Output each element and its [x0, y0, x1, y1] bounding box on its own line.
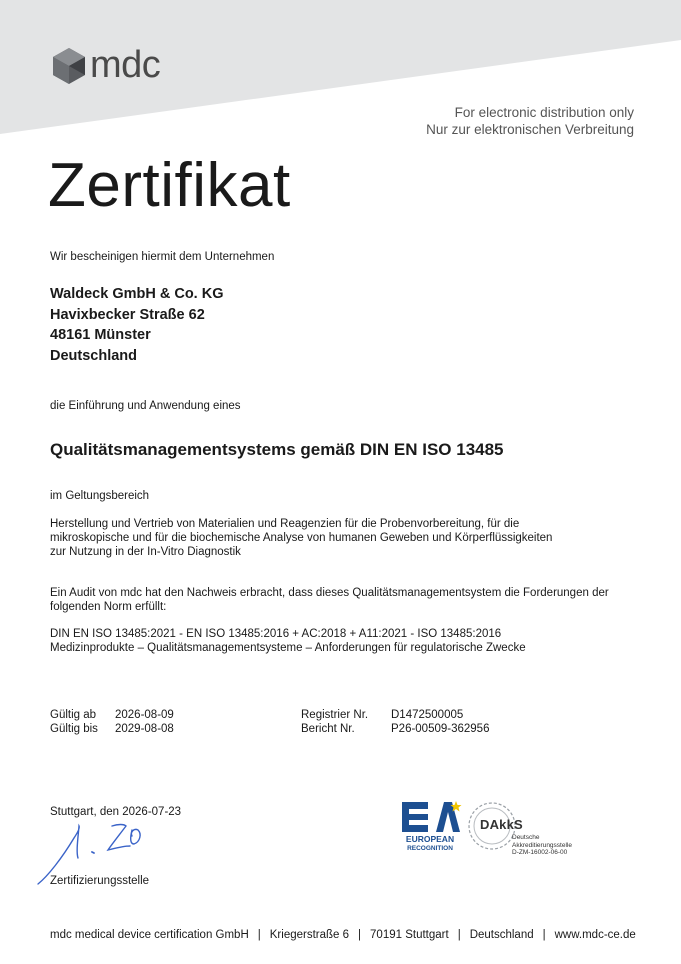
company-name: Waldeck GmbH & Co. KG	[50, 286, 224, 302]
footer-separator: |	[542, 929, 546, 941]
ea-logo-icon	[400, 800, 462, 834]
scope-text	[50, 517, 552, 559]
audit-line: folgenden Norm erfüllt:	[50, 601, 167, 613]
scope-label: im Geltungsbereich	[50, 490, 150, 502]
report-value: P26-00509-362956	[391, 723, 490, 735]
norm-text	[50, 627, 526, 655]
footer-company: mdc medical device certification GmbH	[50, 929, 249, 941]
footer-separator: |	[257, 929, 261, 941]
footer-street: Kriegerstraße 6	[269, 929, 350, 941]
introduction-text: die Einführung und Anwendung eines	[50, 400, 241, 412]
company-city: 48161 Münster	[50, 327, 151, 343]
ea-caption	[398, 835, 462, 853]
footer	[50, 929, 636, 941]
valid-to-label: Gültig bis	[50, 723, 98, 735]
dakks-line2: Akkreditierungsstelle	[512, 841, 572, 849]
footer-country: Deutschland	[469, 929, 534, 941]
audit-line: Ein Audit von mdc hat den Nachweis erbracht, dass dieses Qualitätsmanagementsystem die Forderungen der	[50, 587, 609, 599]
footer-city: 70191 Stuttgart	[370, 929, 449, 941]
valid-from-value: 2026-08-09	[115, 709, 174, 721]
dakks-line1: Deutsche	[512, 834, 540, 841]
norm-line: DIN EN ISO 13485:2021 - EN ISO 13485:2016 + AC:2018 + A11:2021 - ISO 13485:2016	[50, 628, 502, 640]
distribution-note-de: Nur zur elektronischen Verbreitung	[426, 122, 634, 137]
intro-text: Wir bescheinigen hiermit dem Unternehmen	[50, 251, 275, 263]
dakks-name: DAkkS	[480, 817, 523, 832]
dakks-id: D-ZM-16002-06-00	[512, 849, 568, 856]
company-country: Deutschland	[50, 347, 138, 364]
scope-line: Herstellung und Vertrieb von Materialien und Reagenzien für die Probenvorbereitung, für die	[50, 518, 520, 530]
place-date: Stuttgart, den 2026-07-23	[50, 806, 182, 818]
footer-separator: |	[457, 929, 461, 941]
audit-text	[50, 586, 609, 614]
page-title: Zertifikat	[48, 151, 291, 220]
valid-to-value: 2029-08-08	[115, 723, 174, 735]
mdc-logo-icon	[50, 47, 88, 85]
company-address	[50, 284, 223, 366]
distribution-note-en: For electronic distribution only	[454, 105, 634, 120]
company-street: Havixbecker Straße 62	[50, 306, 205, 323]
scope-line: zur Nutzung in der In-Vitro Diagnostik	[50, 546, 241, 558]
ea-line2: RECOGNITION	[407, 845, 453, 852]
ea-line1: EUROPEAN	[405, 834, 455, 844]
logo-text: mdc	[90, 44, 161, 86]
norm-line: Medizinprodukte – Qualitätsmanagementsysteme – Anforderungen für regulatorische Zwecke	[50, 642, 526, 654]
footer-web-link[interactable]: www.mdc-ce.de	[554, 929, 636, 941]
qms-title: Qualitätsmanagementsystems gemäß DIN EN ISO 13485	[50, 440, 504, 459]
dakks-caption	[512, 834, 572, 857]
footer-separator: |	[358, 929, 362, 941]
report-label: Bericht Nr.	[301, 723, 355, 735]
valid-from-label: Gültig ab	[50, 709, 97, 721]
register-label: Registrier Nr.	[301, 709, 369, 721]
signatory: Zertifizierungsstelle	[50, 875, 150, 887]
distribution-note	[426, 104, 634, 138]
scope-line: mikroskopische und für die biochemische Analyse von humanen Geweben und Körperflüssigkeiten	[50, 532, 553, 544]
register-value: D1472500005	[391, 709, 464, 721]
